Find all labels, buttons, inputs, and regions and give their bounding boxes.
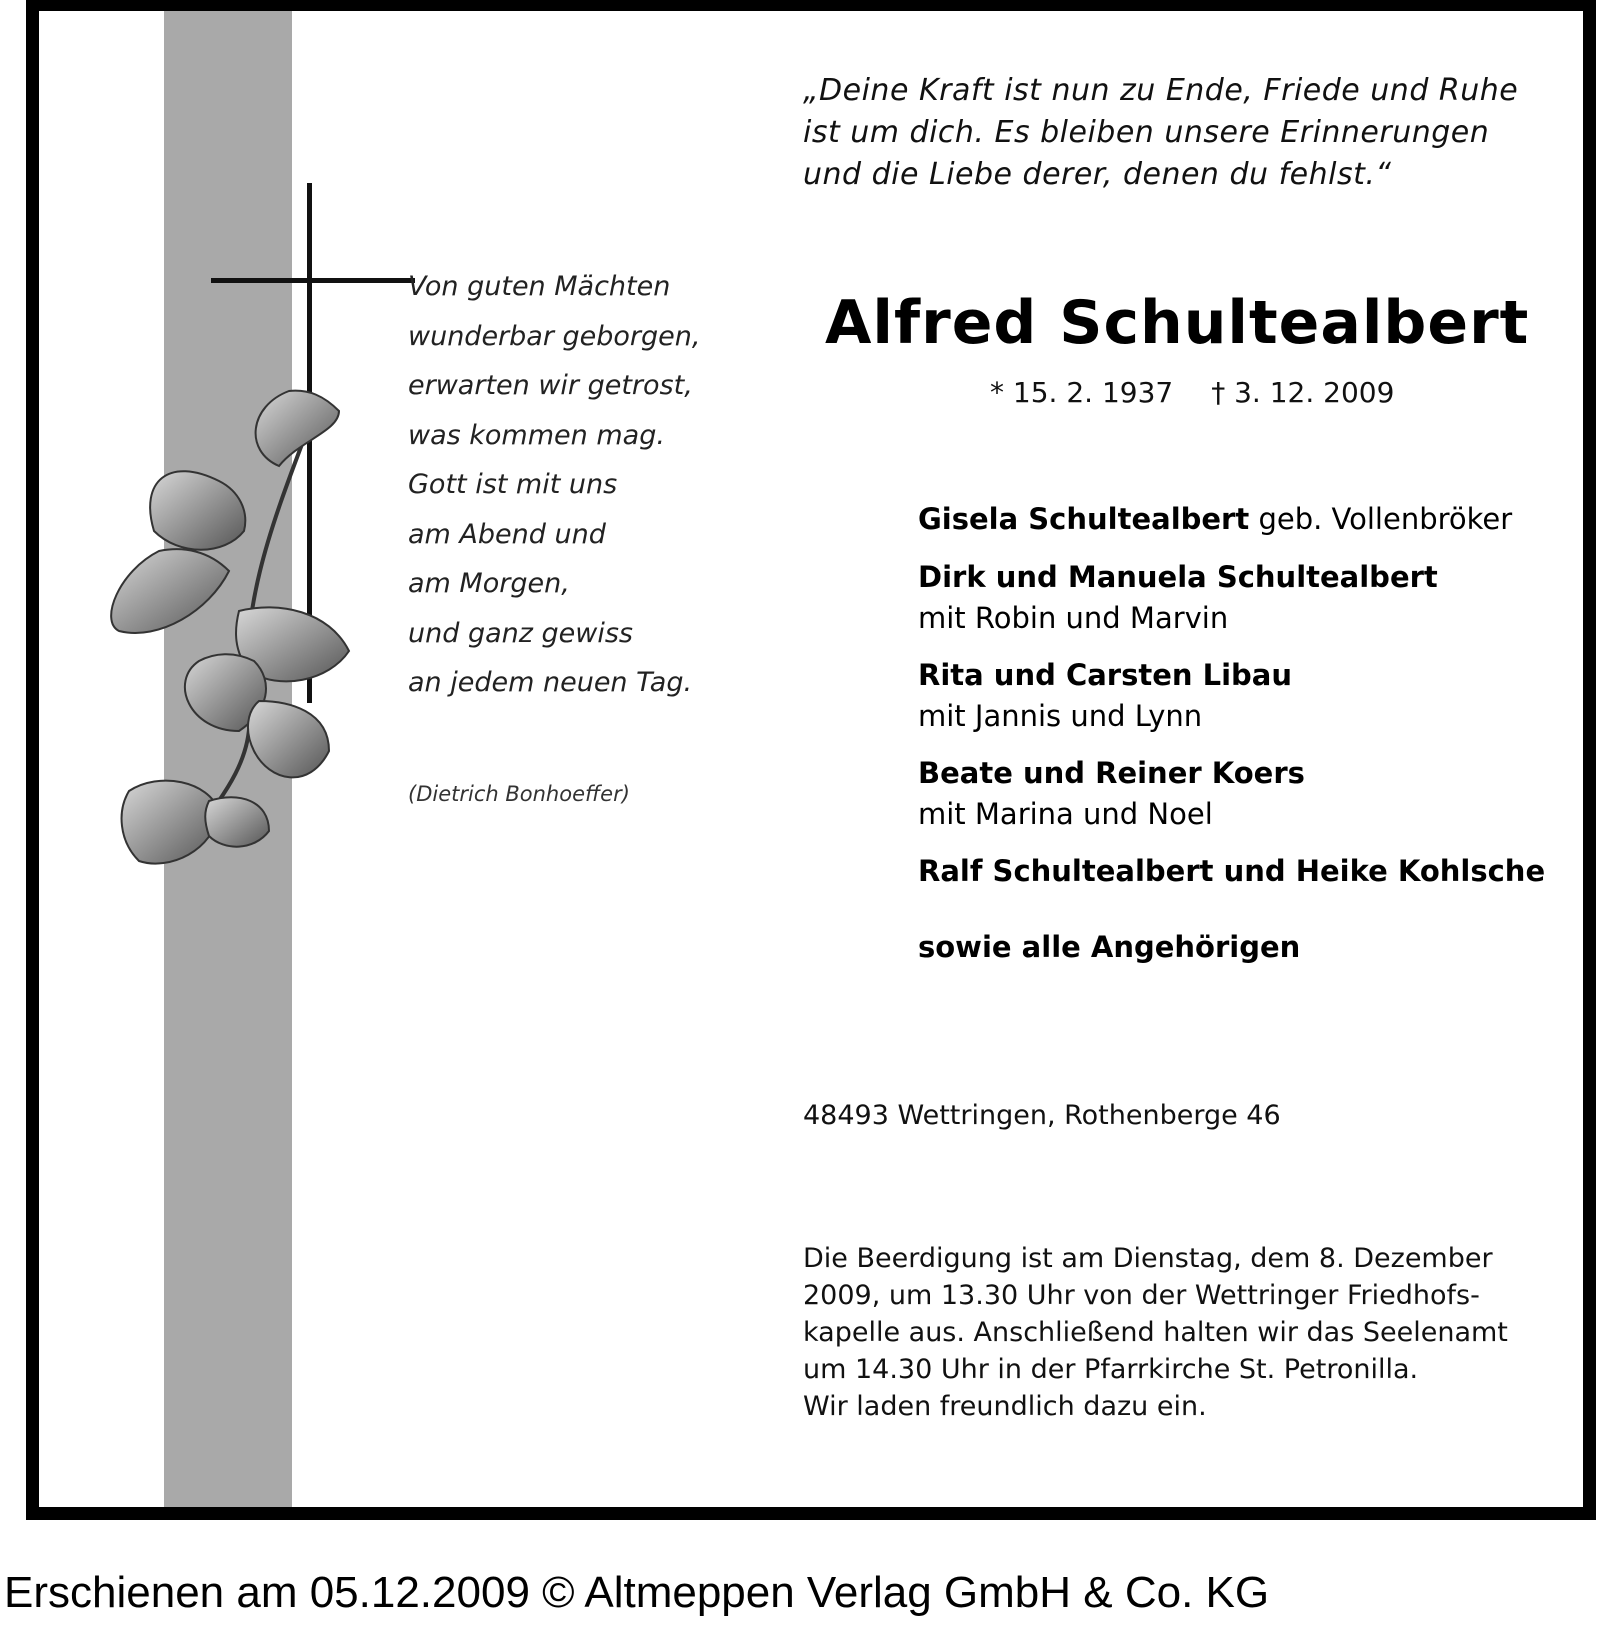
mourner-entry xyxy=(918,654,1558,736)
mourner-name: Rita und Carsten Libau xyxy=(918,658,1293,692)
poem xyxy=(408,262,768,708)
mourner-children: mit Jannis und Lynn xyxy=(918,699,1203,733)
deceased-name: Alfred Schultealbert xyxy=(825,288,1530,358)
mourner-suffix: geb. Vollenbröker xyxy=(1249,502,1513,536)
mourner-name: Beate und Reiner Koers xyxy=(918,756,1305,790)
poem-line: und ganz gewiss xyxy=(408,617,633,649)
funeral-line: 2009, um 13.30 Uhr von der Wettringer Friedhofs- xyxy=(803,1280,1480,1311)
poem-line: am Morgen, xyxy=(408,568,570,599)
mourner-children: mit Robin und Marvin xyxy=(918,601,1229,635)
mourner-name: Dirk und Manuela Schultealbert xyxy=(918,560,1438,594)
poem-line: was kommen mag. xyxy=(408,419,665,451)
quote-line: ist um dich. Es bleiben unsere Erinnerungen xyxy=(803,115,1490,150)
poem-line: an jedem neuen Tag. xyxy=(408,667,693,698)
mourner-name: Ralf Schultealbert und Heike Kohlsche xyxy=(918,854,1546,888)
death-date: † 3. 12. 2009 xyxy=(1211,376,1395,409)
poem-line: wunderbar geborgen, xyxy=(408,320,701,352)
funeral-notice xyxy=(803,1240,1523,1425)
mourner-children: mit Marina und Noel xyxy=(918,797,1213,831)
funeral-line: um 14.30 Uhr in der Pfarrkirche St. Petronilla. xyxy=(803,1354,1419,1385)
funeral-line: Die Beerdigung ist am Dienstag, dem 8. Dezember xyxy=(803,1243,1493,1274)
opening-quote xyxy=(803,70,1523,196)
life-dates xyxy=(990,376,1432,409)
funeral-line: Wir laden freundlich dazu ein. xyxy=(803,1391,1207,1422)
publication-footer: Erschienen am 05.12.2009 © Altmeppen Verlag GmbH & Co. KG xyxy=(4,1568,1270,1617)
quote-line: und die Liebe derer, denen du fehlst.“ xyxy=(803,157,1392,192)
mourner-entry xyxy=(918,556,1558,638)
poem-line: am Abend und xyxy=(408,518,606,550)
poem-author: (Dietrich Bonhoeffer) xyxy=(408,782,630,806)
mourner-entry xyxy=(918,498,1558,540)
quote-line: „Deine Kraft ist nun zu Ende, Friede und Ruhe xyxy=(803,73,1519,108)
funeral-line: kapelle aus. Anschließend halten wir das Seelenamt xyxy=(803,1317,1508,1348)
mourners-closing: sowie alle Angehörigen xyxy=(918,930,1301,964)
mourner-entry xyxy=(918,752,1558,834)
poem-line: Gott ist mit uns xyxy=(408,469,618,500)
poem-line: Von guten Mächten xyxy=(408,271,671,302)
poem-line: erwarten wir getrost, xyxy=(408,370,693,401)
birth-date: * 15. 2. 1937 xyxy=(990,376,1174,409)
address: 48493 Wettringen, Rothenberge 46 xyxy=(803,1100,1281,1131)
ivy-leaves-illustration xyxy=(39,11,459,911)
mourner-name: Gisela Schultealbert xyxy=(918,502,1250,536)
mourners-list xyxy=(918,498,1558,968)
mourner-entry xyxy=(918,850,1558,892)
